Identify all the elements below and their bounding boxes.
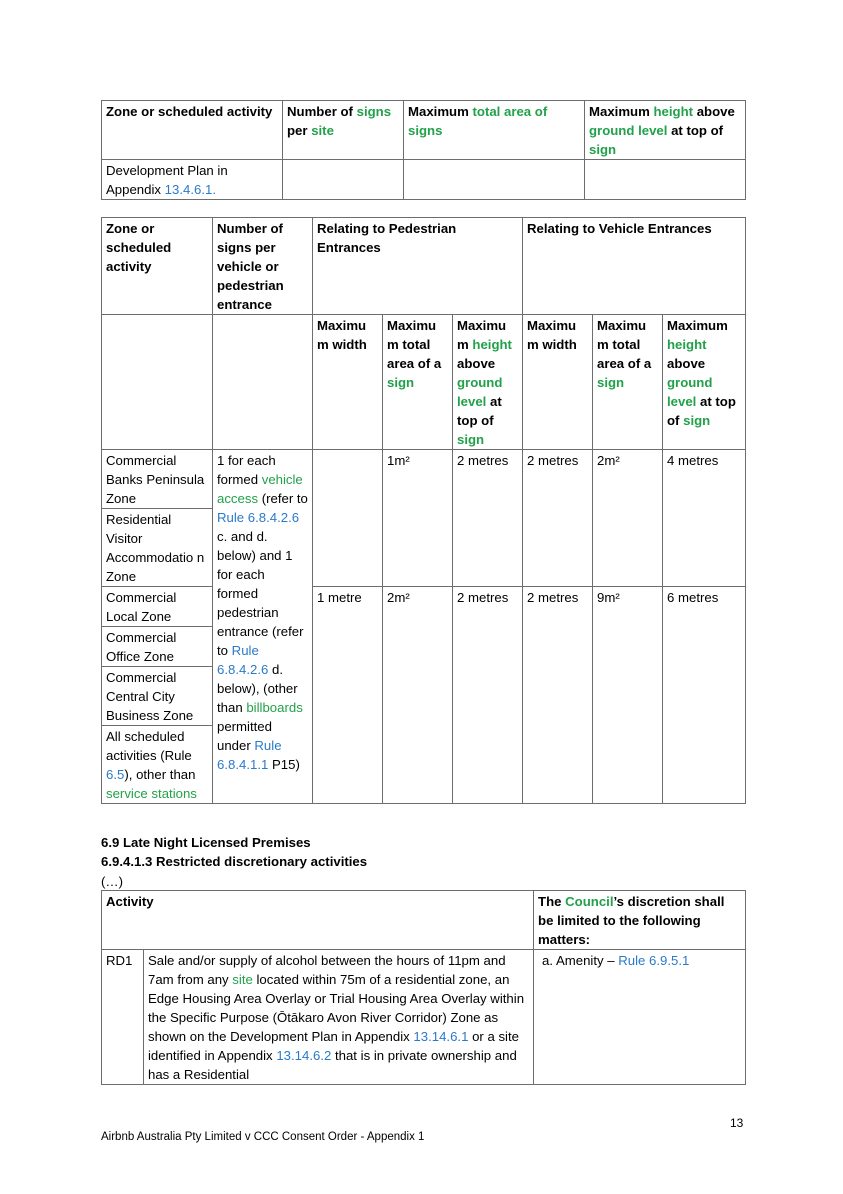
appendix-link[interactable]: 13.14.6.2: [276, 1048, 332, 1063]
ped-width-header: Maximu m width: [313, 315, 383, 450]
veh-height-header: Maximum height above ground level at top of sign: [663, 315, 746, 450]
header-vehicle: Relating to Vehicle Entrances: [523, 218, 746, 315]
table-row: Commercial Local Zone 1 metre 2m² 2 metres 2 metres 9m² 6 metres: [102, 587, 746, 627]
ped-height-header: Maximu m height above ground level at top of sign: [453, 315, 523, 450]
header-zone: Zone or scheduled activity: [102, 101, 283, 160]
table-row: [102, 160, 746, 200]
entrance-signs-table: [101, 217, 746, 804]
rule-link[interactable]: Rule 6.8.4.2.6: [217, 643, 269, 677]
header-max-height: Maximum height above ground level at top of sign: [585, 101, 746, 160]
dev-plan-cell: Development Plan in Appendix 13.4.6.1.: [102, 160, 283, 200]
zone-cell: Commercial Office Zone: [102, 627, 213, 667]
page-number: 13: [730, 1116, 744, 1130]
signs-per-site-table: [101, 100, 746, 200]
rd1-activity: Sale and/or supply of alcohol between the hours of 11pm and 7am from any site located within 75m of a residential zone, an Edge Housing Area Overlay or Trial Housing Area Overlay within the Specific Purpose (Ōtākaro Avon River Corridor) Zone as shown on the Development Plan in Appendix 13.14.6.1 or a site identified in Appendix 13.14.6.2 that is in private ownership and has a Residential: [144, 950, 534, 1085]
section-heading: 6.9 Late Night Licensed Premises: [101, 835, 311, 850]
rd1-code: RD1: [102, 950, 144, 1085]
veh-width-header: Maximu m width: [523, 315, 593, 450]
rd1-matters: a. Amenity – Rule 6.9.5.1: [534, 950, 746, 1085]
ellipsis-text: (…): [101, 874, 123, 889]
header-number-per-entrance: Number of signs per vehicle or pedestrian entrance: [213, 218, 313, 315]
subsection-heading: 6.9.4.1.3 Restricted discretionary activities: [101, 854, 368, 869]
zone-cell: Commercial Central City Business Zone: [102, 667, 213, 726]
header-number-signs: Number of signs per site: [283, 101, 404, 160]
rule-link[interactable]: Rule 6.9.5.1: [618, 953, 690, 968]
appendix-link[interactable]: 13.14.6.1: [413, 1029, 469, 1044]
table-row: Commercial Banks Peninsula Zone 1 for each formed vehicle access (refer to Rule 6.8.4.2.6 c. and d. below) and 1 for each formed pedestrian entrance (refer to Rule 6.8.4.2.6 d. below), (other than billboards permitted under Rule 6.8.4.1.1 P15) 1m² 2 metres 2 metres 2m² 4 metres: [102, 450, 746, 509]
veh-area-header: Maximu m total area of a sign: [593, 315, 663, 450]
header-discretion: The Council’s discretion shall be limited to the following matters:: [534, 891, 746, 950]
table-row: [102, 950, 746, 1085]
zone-cell: Commercial Banks Peninsula Zone: [102, 450, 213, 509]
rule-link[interactable]: 6.5: [106, 767, 125, 782]
rd-activities-table: [101, 890, 746, 1085]
header-zone: Zone or scheduled activity: [102, 218, 213, 315]
zone-cell: Commercial Local Zone: [102, 587, 213, 627]
rule-link[interactable]: Rule 6.8.4.2.6: [217, 510, 300, 525]
number-per-entrance-cell: 1 for each formed vehicle access (refer to Rule 6.8.4.2.6 c. and d. below) and 1 for each formed pedestrian entrance (refer to Rule 6.8.4.2.6 d. below), (other than billboards permitted under Rule 6.8.4.1.1 P15): [213, 450, 313, 804]
zone-cell: Residential Visitor Accommodatio n Zone: [102, 509, 213, 587]
zone-cell: All scheduled activities (Rule 6.5), other than service stations: [102, 726, 213, 804]
footer-text: Airbnb Australia Pty Limited v CCC Consent Order - Appendix 1: [101, 1131, 425, 1143]
ped-area-header: Maximu m total area of a sign: [383, 315, 453, 450]
header-pedestrian: Relating to Pedestrian Entrances: [313, 218, 523, 315]
header-activity: Activity: [102, 891, 534, 950]
header-total-area: Maximum total area of signs: [404, 101, 585, 160]
rule-link[interactable]: Rule 6.8.4.1.1: [217, 738, 282, 772]
appendix-link[interactable]: 13.4.6.1.: [164, 182, 216, 197]
